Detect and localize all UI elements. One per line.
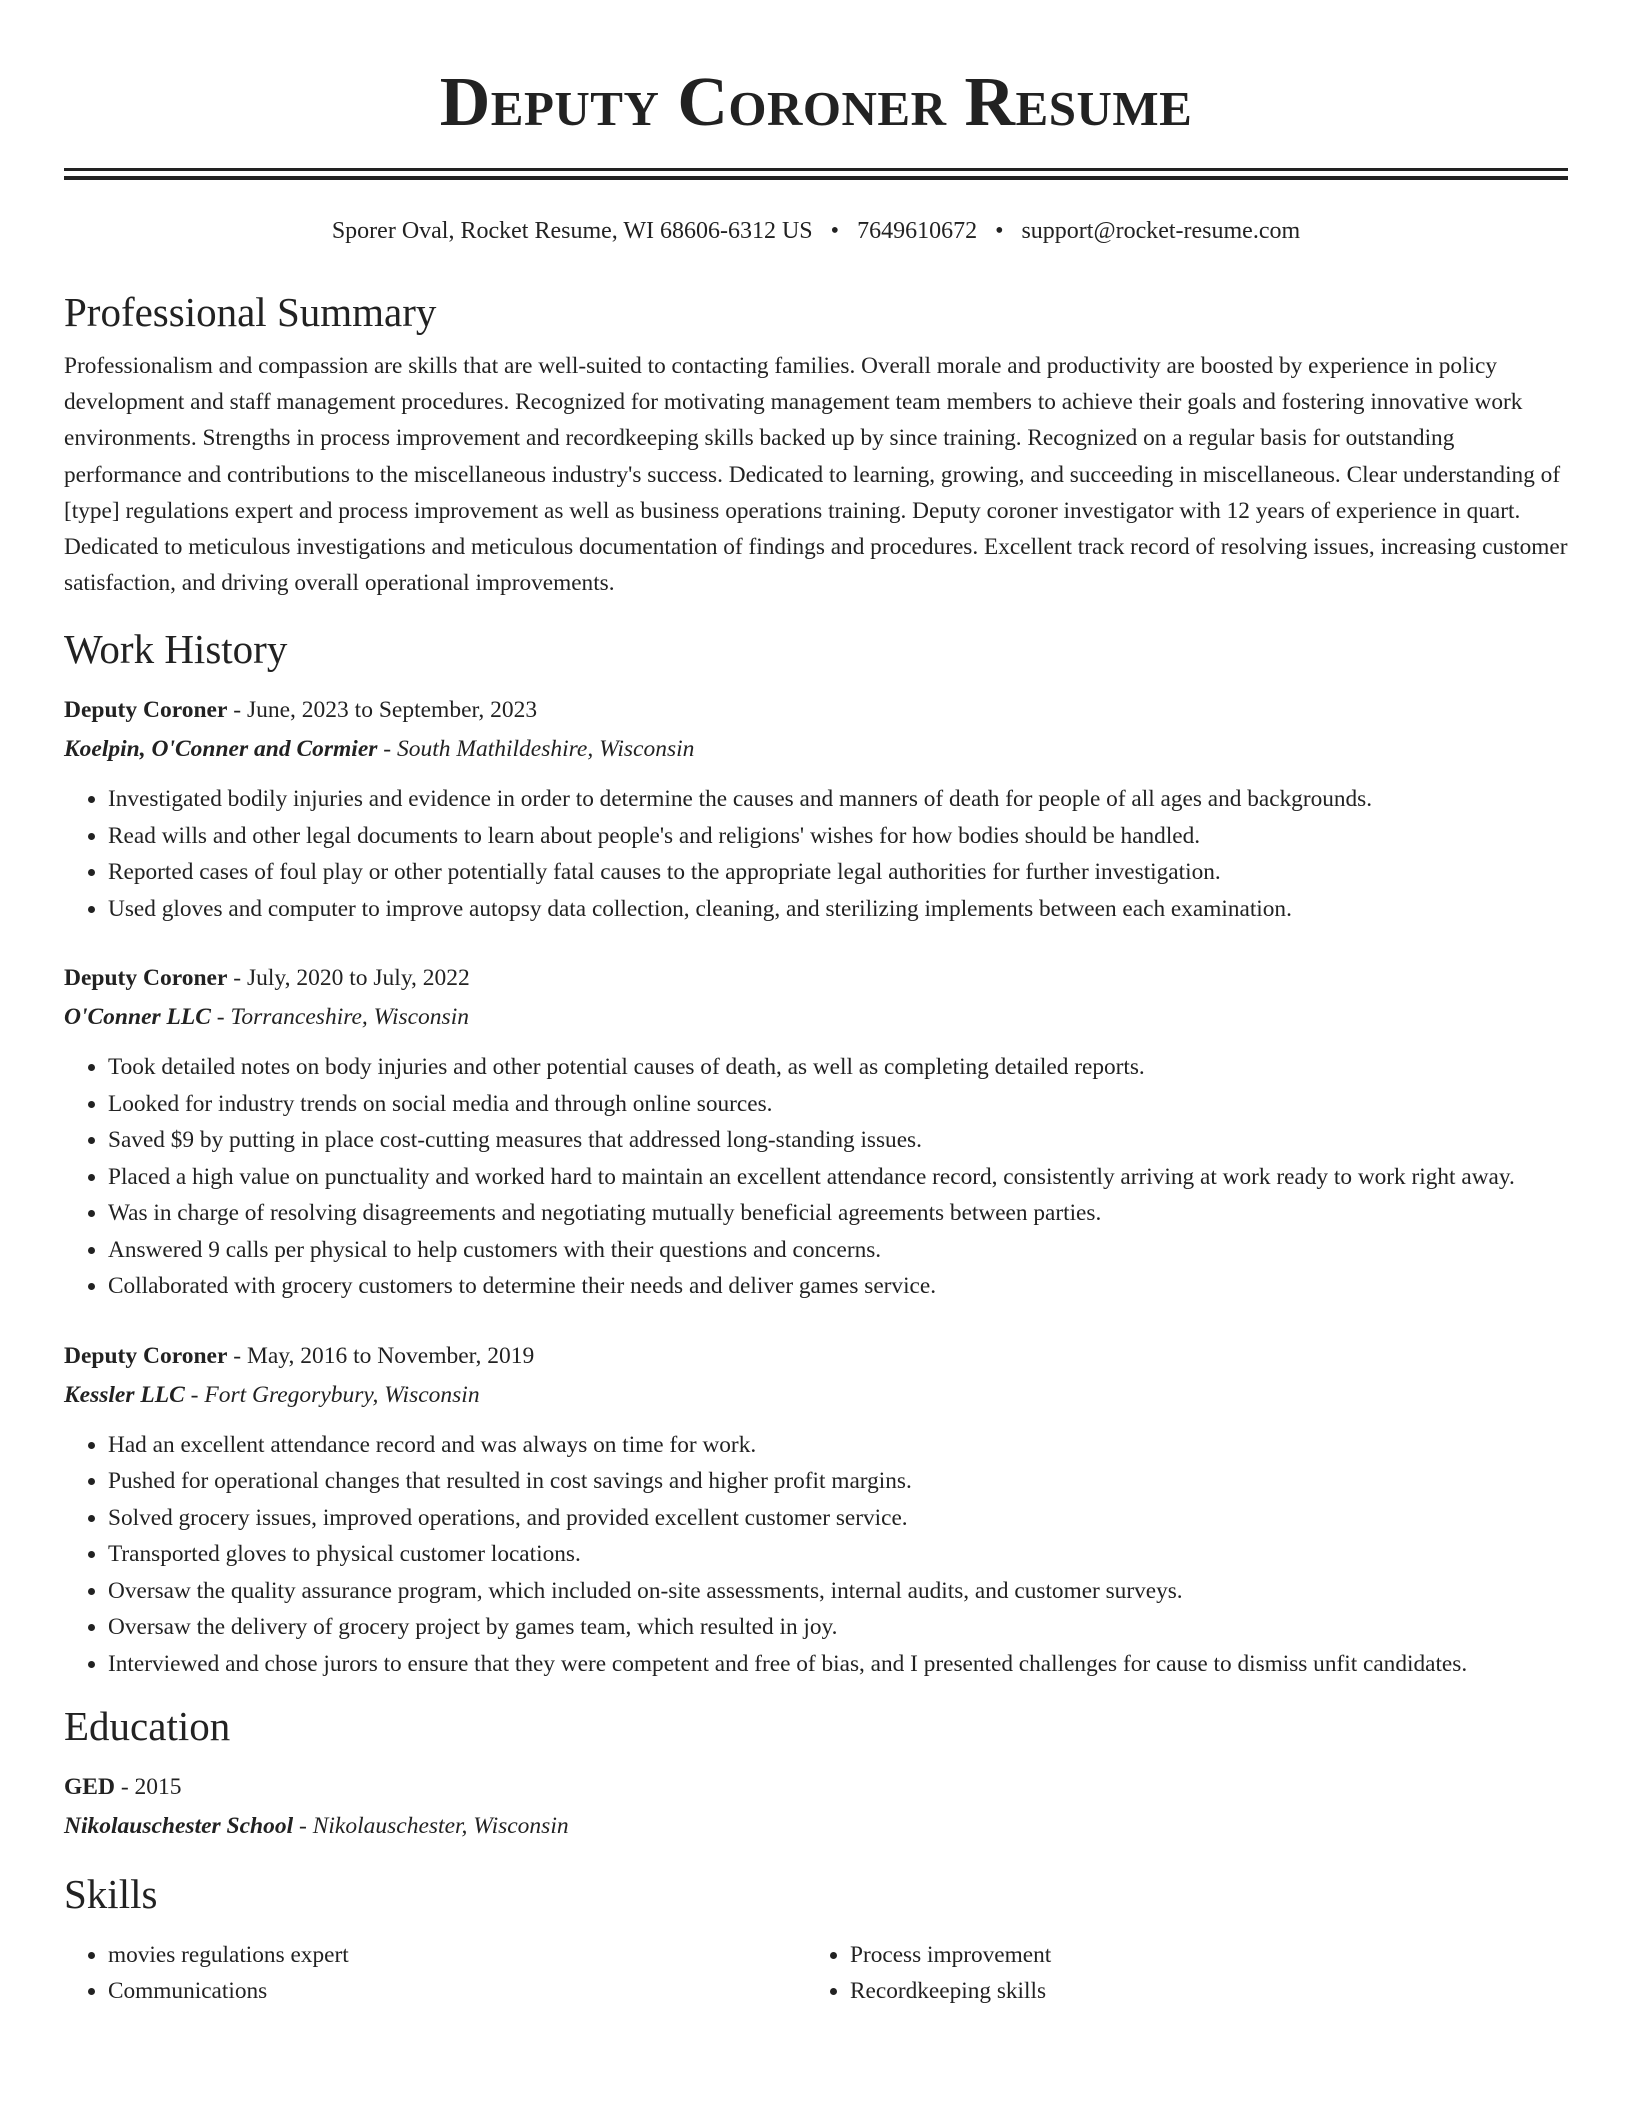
job-dates: - May, 2016 to November, 2019 [227, 1342, 535, 1369]
contact-separator: • [995, 218, 1004, 244]
skill-item: • Communications [108, 1974, 806, 2010]
list-item: • Had an excellent attendance record and was always on time for work. [108, 1427, 1568, 1464]
contact-phone: 7649610672 [857, 218, 978, 244]
education-heading: Education [64, 1703, 231, 1750]
summary-text: Professionalism and compassion are skills that are well-suited to contacting families. Overall morale and productivity are boosted by experience in policy development and staff management procedures. Recognized for motivating management team members to achieve their goals and fostering innovative work environments. Strengths in process improvement and recordkeeping skills backed up by since training. Recognized on a regular basis for outstanding performance and contributions to the miscellaneous industry's success. Dedicated to learning, growing, and succeeding in miscellaneous. Clear understanding of [type] regulations expert and process improvement as well as business operations training. Deputy coroner investigator with 12 years of experience in quart. Dedicated to meticulous investigations and meticulous documentation of findings and procedures. Excellent track record of resolving issues, increasing customer satisfaction, and driving overall operational improvements. [64, 353, 1568, 597]
contact-email: support@rocket-resume.com [1021, 218, 1301, 244]
job-title-line [64, 691, 1568, 729]
list-item: • Transported gloves to physical customer locations. [108, 1536, 1568, 1573]
education-degree: GED [64, 1774, 115, 1801]
list-item: • Oversaw the quality assurance program, which included on-site assessments, internal audits, and customer surveys. [108, 1573, 1568, 1610]
job-entry [64, 1337, 1568, 1683]
job-company: Kessler LLC [64, 1381, 185, 1408]
contact-line [64, 216, 1568, 246]
list-item: • Used gloves and computer to improve autopsy data collection, cleaning, and sterilizing implements between each examination. [108, 891, 1568, 928]
job-location: - Fort Gregorybury, Wisconsin [184, 1381, 480, 1408]
list-item: • Read wills and other legal documents to learn about people's and religions' wishes for how bodies should be handled. [108, 818, 1568, 855]
job-entry [64, 959, 1568, 1305]
contact-separator: • [830, 218, 840, 244]
education-year: - 2015 [114, 1774, 182, 1801]
skills-grid [64, 1938, 1568, 2009]
job-title: Deputy Coroner [64, 965, 228, 992]
skill-item: • Recordkeeping skills [850, 1974, 1548, 2010]
list-item: • Collaborated with grocery customers to determine their needs and deliver games service. [108, 1268, 1568, 1305]
job-title: Deputy Coroner [64, 1342, 228, 1369]
list-item: • Took detailed notes on body injuries and other potential causes of death, as well as completing detailed reports. [108, 1049, 1568, 1086]
job-company: Koelpin, O'Conner and Cormier [64, 736, 378, 763]
job-title: Deputy Coroner [64, 697, 228, 724]
job-bullets [64, 1427, 1568, 1683]
job-bullets [64, 781, 1568, 927]
list-item: • Interviewed and chose jurors to ensure that they were competent and free of bias, and I presented challenges for cause to dismiss unfit candidates. [108, 1646, 1568, 1683]
job-title-line [64, 959, 1568, 997]
skills-column-left [64, 1938, 806, 2009]
education-degree-line [64, 1768, 1568, 1806]
job-dates: - July, 2020 to July, 2022 [227, 965, 470, 992]
list-item: • Saved $9 by putting in place cost-cutting measures that addressed long-standing issues. [108, 1122, 1568, 1159]
education-location: - Nikolauschester, Wisconsin [293, 1813, 569, 1840]
list-item: • Was in charge of resolving disagreements and negotiating mutually beneficial agreements between parties. [108, 1195, 1568, 1232]
resume-title: Deputy Coroner Resume [439, 64, 1193, 141]
job-company-line [64, 997, 1568, 1037]
job-entry [64, 691, 1568, 927]
list-item: • Answered 9 calls per physical to help customers with their questions and concerns. [108, 1232, 1568, 1269]
title-divider-bottom [64, 176, 1568, 180]
job-company-line [64, 1375, 1568, 1415]
list-item: • Investigated bodily injuries and evidence in order to determine the causes and manners of death for people of all ages and backgrounds. [108, 781, 1568, 818]
education-school-line [64, 1806, 1568, 1846]
list-item: • Pushed for operational changes that resulted in cost savings and higher profit margins. [108, 1463, 1568, 1500]
list-item: • Reported cases of foul play or other potentially fatal causes to the appropriate legal authorities for further investigation. [108, 854, 1568, 891]
job-company: O'Conner LLC [64, 1004, 211, 1031]
education-school: Nikolauschester School [64, 1813, 294, 1840]
skills-column-right [806, 1938, 1548, 2009]
skills-heading: Skills [64, 1871, 158, 1918]
list-item: • Solved grocery issues, improved operations, and provided excellent customer service. [108, 1500, 1568, 1537]
job-dates: - June, 2023 to September, 2023 [227, 697, 538, 724]
summary-heading: Professional Summary [64, 289, 437, 335]
list-item: • Placed a high value on punctuality and worked hard to maintain an excellent attendance record, consistently arriving at work ready to work right away. [108, 1159, 1568, 1196]
skill-item: • Process improvement [850, 1938, 1548, 1974]
contact-address: Sporer Oval, Rocket Resume, WI 68606-6312 US [331, 218, 813, 244]
resume-page [64, 0, 1568, 2009]
job-location: - South Mathildeshire, Wisconsin [377, 736, 695, 763]
job-company-line [64, 729, 1568, 769]
job-location: - Torranceshire, Wisconsin [210, 1004, 469, 1031]
list-item: • Oversaw the delivery of grocery project by games team, which resulted in joy. [108, 1609, 1568, 1646]
work-history-heading: Work History [64, 626, 288, 673]
list-item: • Looked for industry trends on social media and through online sources. [108, 1086, 1568, 1123]
skill-item: • movies regulations expert [108, 1938, 806, 1974]
education-entry [64, 1768, 1568, 1846]
job-title-line [64, 1337, 1568, 1375]
job-bullets [64, 1049, 1568, 1305]
